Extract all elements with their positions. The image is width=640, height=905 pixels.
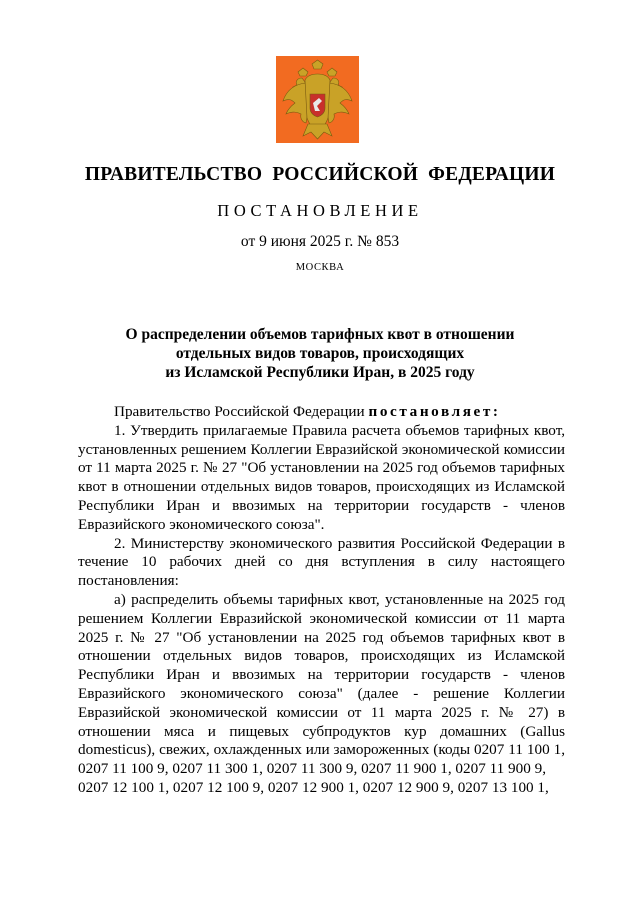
title-line-2: отдельных видов товаров, происходящих <box>175 345 465 362</box>
title-line-3: из Исламской Республики Иран, в 2025 году <box>165 364 475 381</box>
city-name: МОСКВА <box>295 262 345 273</box>
title-line-1: О распределении объемов тарифных квот в отношении <box>125 326 515 343</box>
coat-of-arms-emblem <box>276 56 359 143</box>
paragraph-2a: а) распределить объемы тарифных квот, установленные на 2025 год решением Коллегии Евразийской экономической комиссии от 11 марта 2025 г. № 27 "Об установлении на 2025 год объемов тарифных квот в отношении отдельных видов товаров, происходящих из Исламской Республики Иран и ввозимых на территории государств - членов Евразийского экономического союза" (далее - решение Коллегии Евразийской экономической комиссии от 11 марта 2025 г. № 27) в отношении мяса и пищевых субпродуктов кур домашних (Gallus domesticus), свежих, охлажденных или замороженных (коды 0207 11 100 1, 0207 11 100 9, 0207 11 300 1, 0207 11 300 9, 0207 11 900 1, 0207 11 900 9, <box>78 590 565 778</box>
document-body <box>78 403 565 798</box>
paragraph-2a-continuation: 0207 12 100 1, 0207 12 100 9, 0207 12 900 1, 0207 12 900 9, 0207 13 100 1, <box>78 778 549 796</box>
paragraph-1: 1. Утвердить прилагаемые Правила расчета объемов тарифных квот, установленных решением Коллегии Евразийской экономической комиссии от 11 марта 2025 г. № 27 "Об установлении на 2025 год объемов тарифных квот в отношении отдельных видов товаров, происходящих из Исламской Республики Иран и ввозимых на территории государств - членов Евразийского экономического союза". <box>78 421 565 533</box>
double-headed-eagle-icon <box>276 56 359 143</box>
intro-subject: Правительство Российской Федерации <box>114 403 365 420</box>
paragraph-2: 2. Министерству экономического развития Российской Федерации в течение 10 рабочих дней со дня вступления в силу настоящего постановления: <box>78 534 565 590</box>
government-name: ПРАВИТЕЛЬСТВО РОССИЙСКОЙ ФЕДЕРАЦИИ <box>84 164 556 185</box>
document-title <box>0 325 640 382</box>
decree-date-number: от 9 июня 2025 г. № 853 <box>240 233 400 250</box>
document-type: ПОСТАНОВЛЕНИЕ <box>217 201 423 220</box>
intro-paragraph <box>78 403 565 422</box>
intro-verb: постановляет: <box>368 403 501 420</box>
